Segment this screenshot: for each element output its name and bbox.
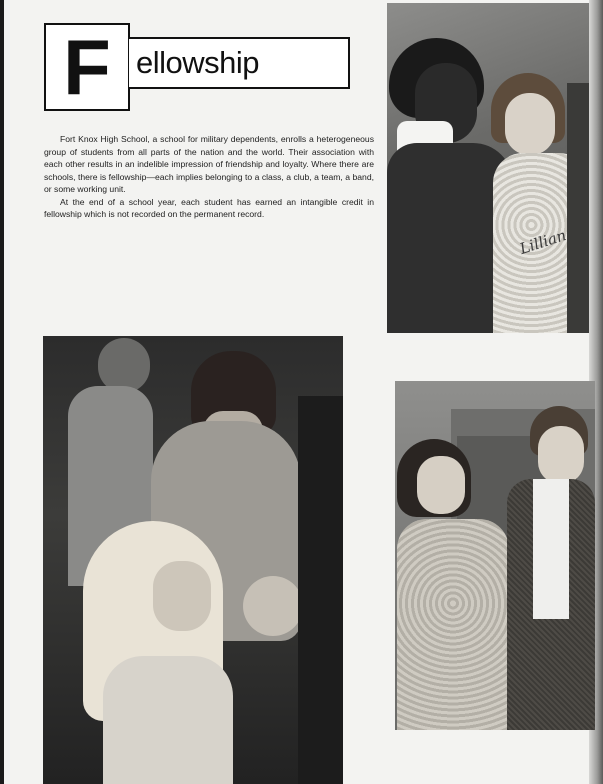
- page-title: ellowship: [136, 45, 260, 80]
- page-title-bar: [129, 37, 350, 89]
- page-left-edge: [0, 0, 4, 784]
- photo-two-girls: [387, 3, 589, 333]
- body-copy: [44, 133, 374, 221]
- drop-initial: F: [63, 23, 111, 111]
- body-paragraph-1: Fort Knox High School, a school for military dependents, enrolls a heterogeneous group of students from all parts of the nation and the world. Their association with each other results in an indelible impression of friendship and loyalty. Where there are schools, there is fellowship—each implies belonging to a class, a club, a team, a band, or some working unit.: [44, 134, 374, 194]
- body-paragraph-2: At the end of a school year, each student has earned an intangible credit in fellowship which is not recorded on the permanent record.: [44, 196, 374, 219]
- photo-girls-with-glasses: [395, 381, 595, 730]
- drop-initial-box: [44, 23, 130, 111]
- photo-dance-crowd: [43, 336, 343, 784]
- photo-signature: Lillian: [517, 226, 569, 258]
